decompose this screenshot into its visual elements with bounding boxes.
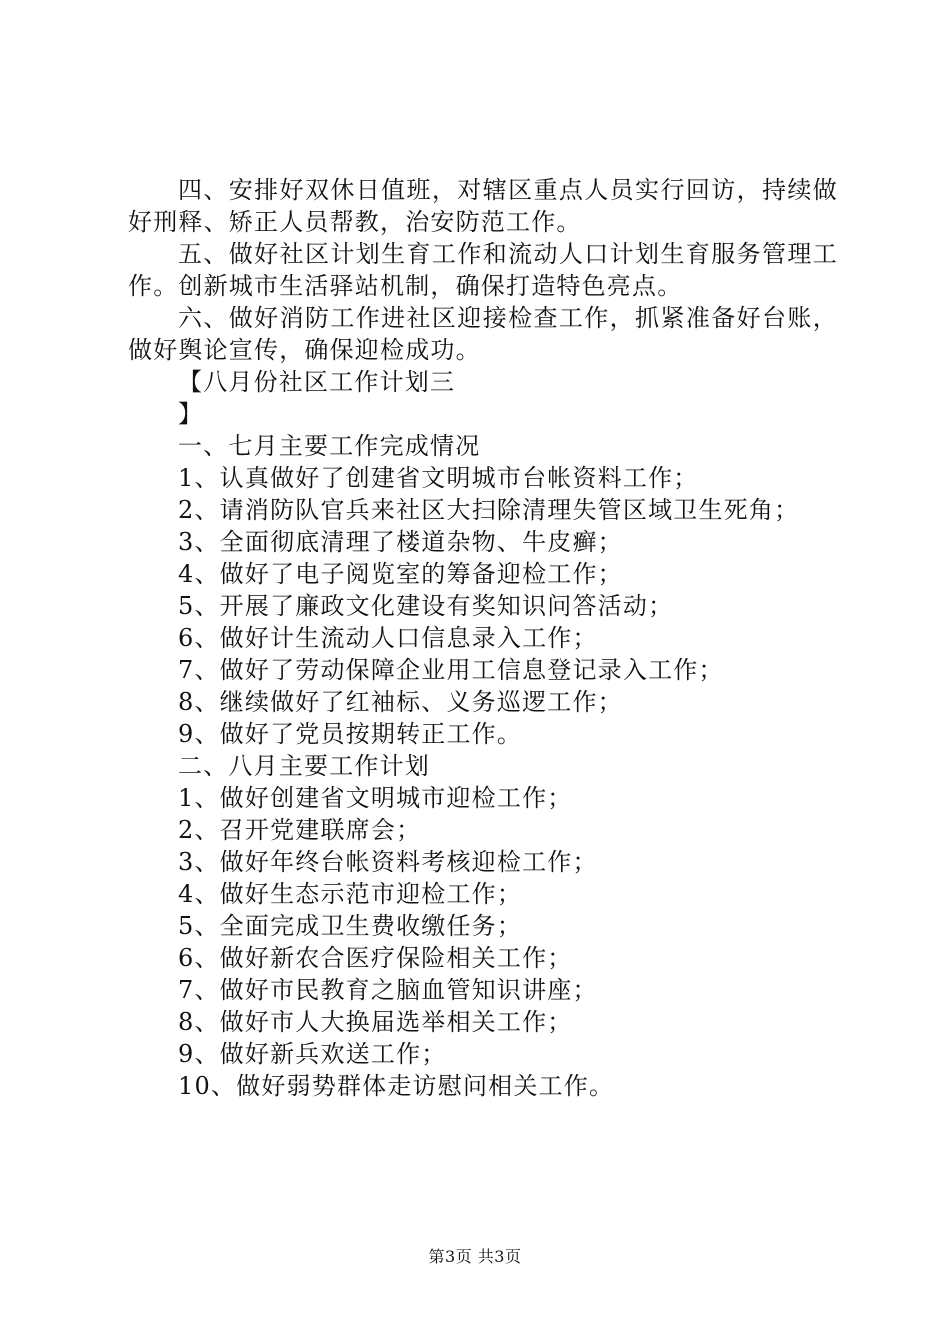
part1-heading: 一、七月主要工作完成情况	[178, 432, 481, 460]
list-item: 6、做好新农合医疗保险相关工作；	[178, 944, 573, 972]
paragraph-5: 五、做好社区计划生育工作和流动人口计划生育服务管理工作。创新城市生活驿站机制，确保打造特色亮点。	[128, 240, 838, 300]
list-item: 7、做好了劳动保障企业用工信息登记录入工作；	[178, 656, 724, 684]
paragraph-6: 六、做好消防工作进社区迎接检查工作，抓紧准备好台账，做好舆论宣传，确保迎检成功。	[128, 304, 838, 364]
list-item: 7、做好市民教育之脑血管知识讲座；	[178, 976, 598, 1004]
list-item: 1、认真做好了创建省文明城市台帐资料工作；	[178, 464, 699, 492]
list-item: 4、做好生态示范市迎检工作；	[178, 880, 523, 908]
list-item: 8、继续做好了红袖标、义务巡逻工作；	[178, 688, 623, 716]
list-item: 2、请消防队官兵来社区大扫除清理失管区域卫生死角；	[178, 496, 800, 524]
list-item: 2、召开党建联席会；	[178, 816, 422, 844]
list-item: 3、做好年终台帐资料考核迎检工作；	[178, 848, 598, 876]
list-item: 9、做好新兵欢送工作；	[178, 1040, 447, 1068]
list-item: 6、做好计生流动人口信息录入工作；	[178, 624, 598, 652]
part2-heading: 二、八月主要工作计划	[178, 752, 430, 780]
list-item: 5、全面完成卫生费收缴任务；	[178, 912, 523, 940]
list-item: 5、开展了廉政文化建设有奖知识问答活动；	[178, 592, 674, 620]
list-item: 3、全面彻底清理了楼道杂物、牛皮癣；	[178, 528, 623, 556]
list-item: 4、做好了电子阅览室的筹备迎检工作；	[178, 560, 623, 588]
paragraph-4: 四、安排好双休日值班，对辖区重点人员实行回访，持续做好刑释、矫正人员帮教，治安防范工作。	[128, 176, 838, 236]
list-item: 10、做好弱势群体走访慰问相关工作。	[178, 1072, 615, 1100]
list-item: 1、做好创建省文明城市迎检工作；	[178, 784, 573, 812]
section-title-bracket: 】	[178, 400, 204, 428]
page-footer: 第3页 共3页	[428, 1247, 522, 1266]
list-item: 8、做好市人大换届选举相关工作；	[178, 1008, 573, 1036]
document-body	[128, 174, 838, 1102]
section-title: 【八月份社区工作计划三	[178, 368, 456, 396]
list-item: 9、做好了党员按期转正工作。	[178, 720, 523, 748]
